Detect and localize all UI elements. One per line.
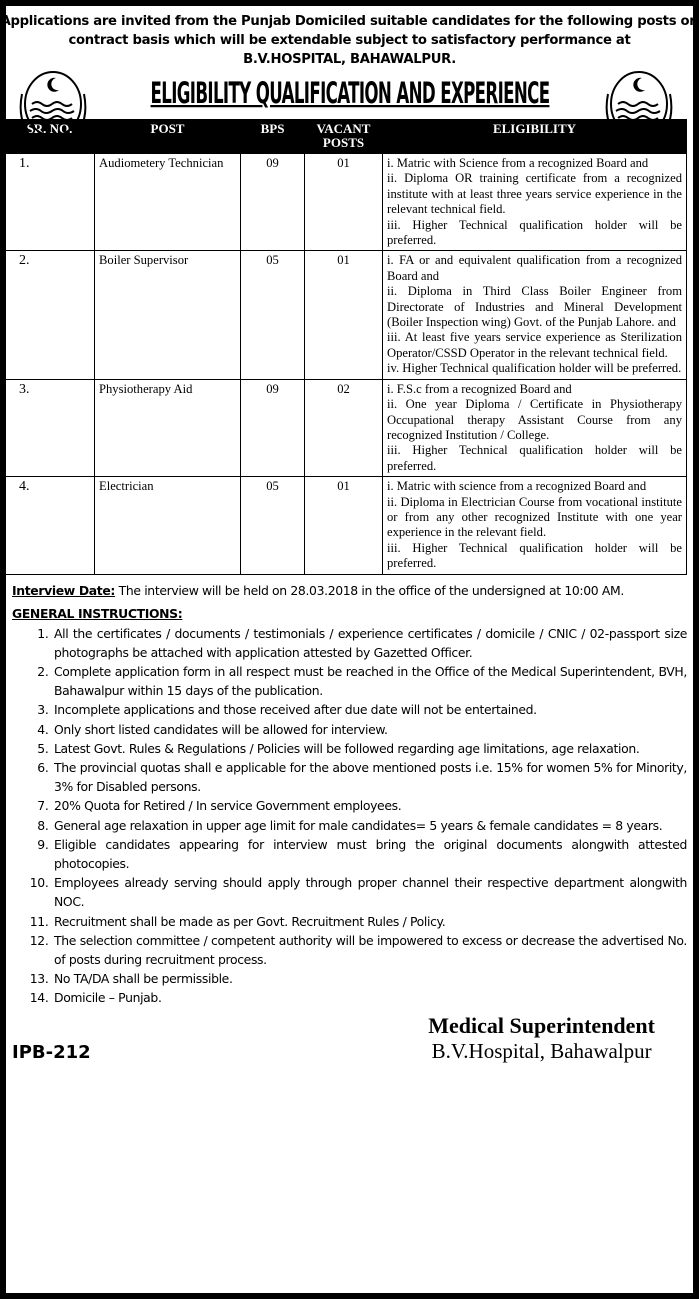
interview-date <box>12 581 687 601</box>
instruction-item: 14. Domicile – Punjab. <box>52 988 687 1007</box>
post-cell: Boiler Supervisor <box>95 251 241 379</box>
table-row <box>5 477 687 574</box>
instruction-item: 7. 20% Quota for Retired / In service Government employees. <box>52 796 687 815</box>
col-vacant-posts: VACANT POSTS <box>305 119 383 154</box>
interview-label: Interview Date: <box>12 582 116 598</box>
punjab-emblem-logo <box>12 64 94 150</box>
instructions-heading: GENERAL INSTRUCTIONS: <box>12 606 183 622</box>
instruction-item: 3. Incomplete applications and those received after due date will not be entertained. <box>52 700 687 719</box>
eligibility-item: i. F.S.c from a recognized Board and <box>387 381 572 396</box>
vacant-cell: 02 <box>305 379 383 476</box>
table-header-row <box>5 119 687 154</box>
col-eligibility: ELIGIBILITY <box>383 119 687 154</box>
eligibility-item: iv. Higher Technical qualification holder will be preferred. <box>387 361 682 376</box>
col-post: POST <box>95 119 241 154</box>
sr-cell: 4. <box>5 477 95 574</box>
eligibility-item: iii. At least five years service experience as Sterilization Operator/CSSD Operator in the relevant technical field. <box>387 330 682 360</box>
eligibility-item: iii. Higher Technical qualification holder will be preferred. <box>387 443 682 473</box>
bps-cell: 05 <box>241 251 305 379</box>
page-title: ELIGIBILITY QUALIFICATION AND EXPERIENCE <box>150 77 549 111</box>
intro-line: B.V.HOSPITAL, BAHAWALPUR. <box>243 52 456 67</box>
punjab-emblem-logo <box>598 64 680 150</box>
bps-cell: 05 <box>241 477 305 574</box>
bps-cell: 09 <box>241 379 305 476</box>
eligibility-item: i. FA or and equivalent qualification from a recognized Board and <box>387 253 682 283</box>
instruction-item: 12. The selection committee / competent authority will be impowered to excess or decrease the advertised No. of posts during recruitment process. <box>52 931 687 969</box>
intro-line: Applications are invited from the Punjab Domiciled suitable candidates for the following posts on <box>0 14 699 29</box>
bps-cell: 09 <box>241 154 305 251</box>
vacant-cell: 01 <box>305 251 383 379</box>
eligibility-item: ii. Diploma OR training certificate from a recognized institute with at least three years service experience in the relevant technical field. <box>387 171 682 217</box>
instruction-item: 13. No TA/DA shall be permissible. <box>52 969 687 988</box>
intro-text <box>0 0 699 69</box>
instruction-item: 8. General age relaxation in upper age limit for male candidates= 5 years & female candidates = 8 years. <box>52 816 687 835</box>
signatory-title: Medical Superintendent <box>428 1012 655 1038</box>
instructions-list <box>12 624 687 1008</box>
post-cell: Audiometery Technician <box>95 154 241 251</box>
post-cell: Physiotherapy Aid <box>95 379 241 476</box>
vacant-cell: 01 <box>305 154 383 251</box>
sr-cell: 3. <box>5 379 95 476</box>
instruction-item: 1. All the certificates / documents / testimonials / experience certificates / domicile / CNIC / 02-passport size photographs be attached with application attested by Gazetted Officer. <box>52 624 687 662</box>
title-box <box>0 69 699 119</box>
instruction-item: 2. Complete application form in all respect must be reached in the Office of the Medical Superintendent, BVH, Bahawalpur within 15 days of the publication. <box>52 662 687 700</box>
instruction-item: 11. Recruitment shall be made as per Govt. Recruitment Rules / Policy. <box>52 912 687 931</box>
eligibility-item: iii. Higher Technical qualification holder will be preferred. <box>387 217 682 248</box>
eligibility-item: ii. One year Diploma / Certificate in Physiotherapy Occupational therapy Assistant Course from any recognized Institution / College. <box>387 397 682 442</box>
eligibility-item: ii. Diploma in Third Class Boiler Engineer from Directorate of Industries and Mineral Development (Boiler Inspection wing) Govt. of the Punjab Lahore. and <box>387 284 682 330</box>
eligibility-cell <box>383 477 687 574</box>
instruction-item: 4. Only short listed candidates will be allowed for interview. <box>52 720 687 739</box>
sr-cell: 2. <box>5 251 95 379</box>
interview-text: The interview will be held on 28.03.2018 in the office of the undersigned at 10:00 AM. <box>115 582 624 598</box>
instruction-item: 10. Employees already serving should apply through proper channel their respective department alongwith NOC. <box>52 873 687 911</box>
table-row <box>5 154 687 251</box>
instruction-item: 5. Latest Govt. Rules & Regulations / Policies will be followed regarding age limitations, age relaxation. <box>52 739 687 758</box>
col-bps: BPS <box>241 119 305 154</box>
instruction-item: 6. The provincial quotas shall e applicable for the above mentioned posts i.e. 15% for women 5% for Minority, 3% for Disabled persons. <box>52 758 687 796</box>
posts-table <box>4 119 687 575</box>
eligibility-cell <box>383 251 687 379</box>
table-row <box>5 251 687 379</box>
signature-block <box>428 1012 655 1064</box>
sr-cell: 1. <box>5 154 95 251</box>
col-sr-no: SR. NO. <box>5 119 95 154</box>
ipb-number: IPB-212 <box>12 1041 91 1063</box>
eligibility-cell <box>383 154 687 251</box>
intro-line: contract basis which will be extendable subject to satisfactory performance at <box>68 33 631 48</box>
eligibility-cell <box>383 379 687 476</box>
signatory-office: B.V.Hospital, Bahawalpur <box>431 1038 652 1063</box>
eligibility-item: i. Matric with science from a recognized Board and <box>387 479 647 494</box>
table-row <box>5 379 687 476</box>
eligibility-item: iii. Higher Technical qualification holder will be preferred. <box>387 540 682 571</box>
instruction-item: 9. Eligible candidates appearing for interview must bring the original documents alongwith attested photocopies. <box>52 835 687 873</box>
eligibility-item: ii. Diploma in Electrician Course from vocational institute or from any other recognized Institute with one year experience in the relevant field. <box>387 494 682 540</box>
vacant-cell: 01 <box>305 477 383 574</box>
post-cell: Electrician <box>95 477 241 574</box>
eligibility-item: i. Matric with Science from a recognized Board and <box>387 156 649 170</box>
footer <box>12 1012 687 1064</box>
